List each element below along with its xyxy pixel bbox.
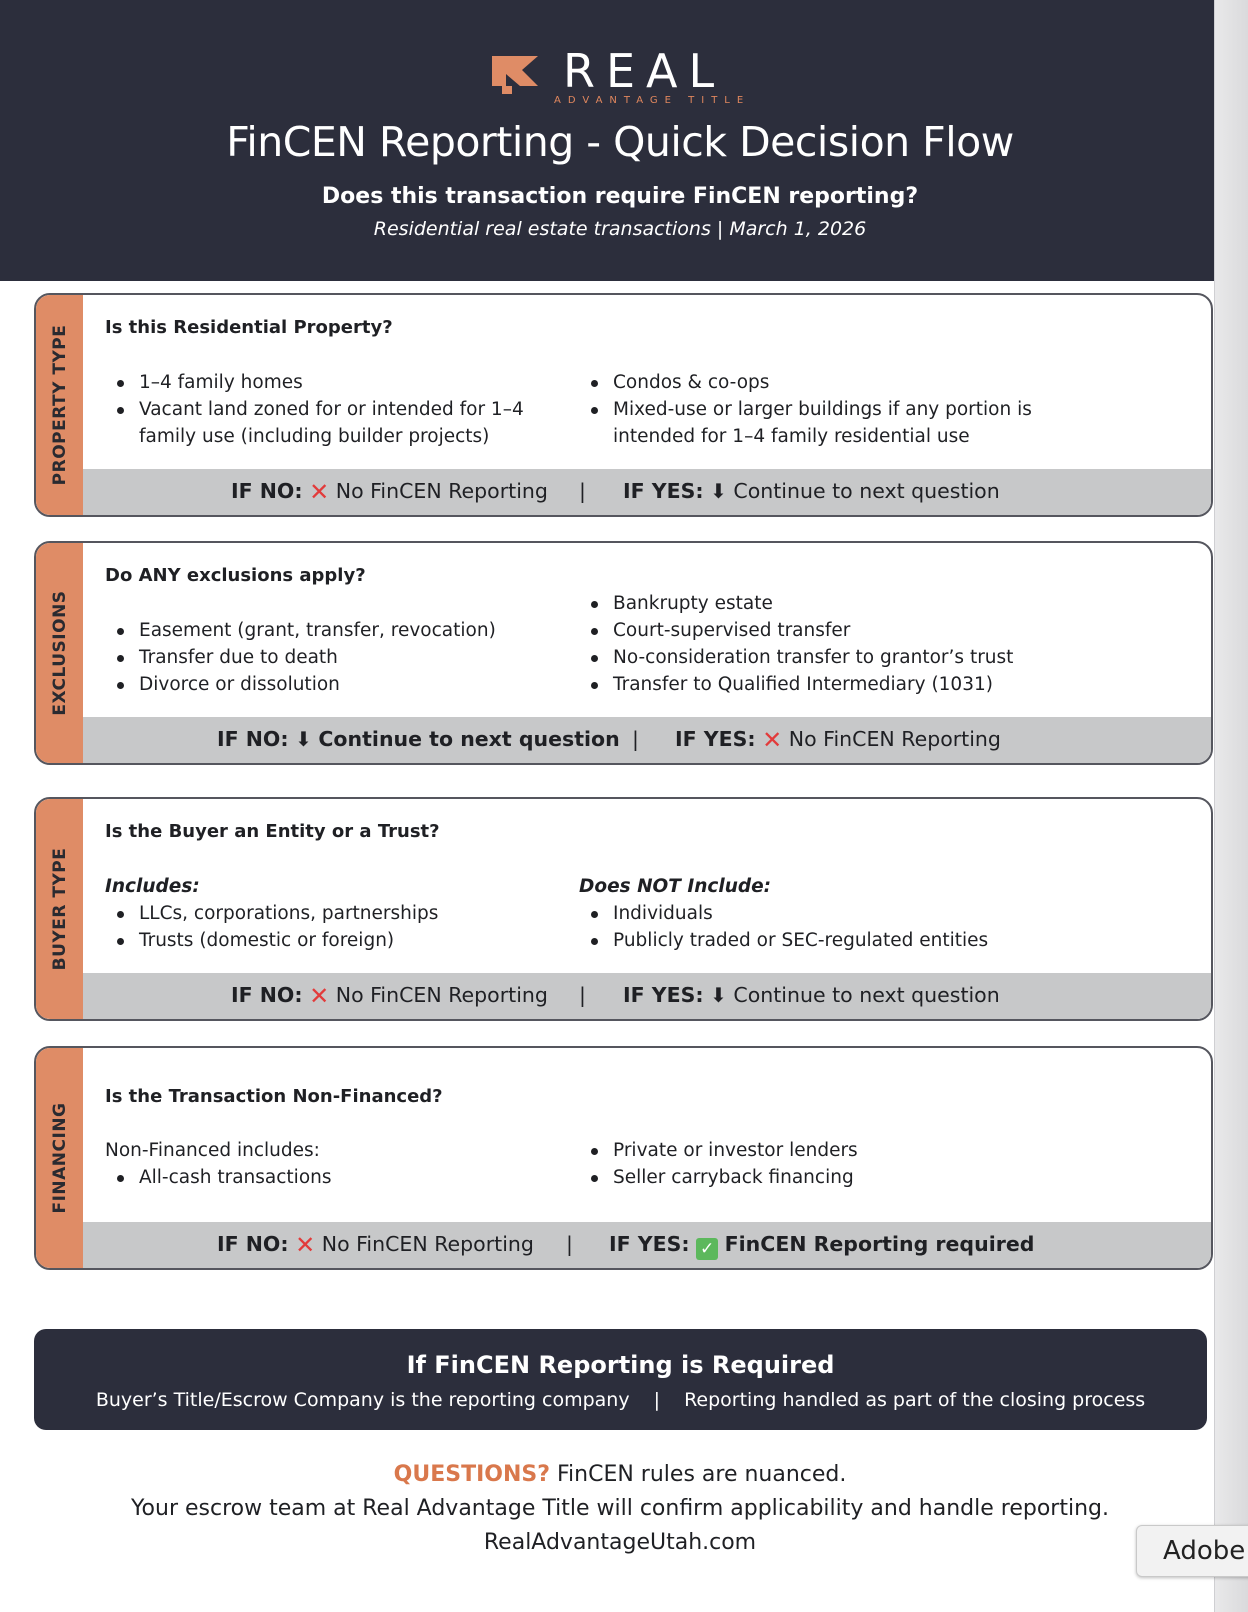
left-column xyxy=(105,873,555,954)
arrow-down-icon: ⬇ xyxy=(295,727,312,751)
if-yes-label: IF YES: xyxy=(623,479,704,503)
if-no-outcome xyxy=(217,1231,534,1259)
header xyxy=(0,0,1214,281)
x-icon: ✕ xyxy=(309,478,330,506)
arrow-down-icon: ⬇ xyxy=(710,983,727,1007)
right-column xyxy=(579,1137,1049,1191)
if-yes-text: No FinCEN Reporting xyxy=(788,727,1001,751)
excludes-heading: Does NOT Include: xyxy=(579,876,772,897)
list-item: Condos & co-ops xyxy=(579,369,1049,396)
separator: | xyxy=(632,727,639,751)
right-column xyxy=(579,590,1049,698)
list-item: Court-supervised transfer xyxy=(579,617,1049,644)
if-no-label: IF NO: xyxy=(231,479,303,503)
if-no-text: No FinCEN Reporting xyxy=(335,479,548,503)
if-no-label: IF NO: xyxy=(231,983,303,1007)
list-item: All-cash transactions xyxy=(105,1164,555,1191)
section-side-tab xyxy=(36,1048,83,1268)
page-edge xyxy=(1214,0,1248,1612)
banner-text xyxy=(34,1389,1207,1411)
list-item: No-consideration transfer to grantor’s trust xyxy=(579,644,1049,671)
banner-separator: | xyxy=(653,1389,661,1411)
includes-heading: Includes: xyxy=(105,876,200,897)
logo-word: REAL xyxy=(563,44,726,98)
section-question: Do ANY exclusions apply? xyxy=(105,565,366,586)
questions-text: FinCEN rules are nuanced. xyxy=(556,1462,847,1487)
questions-label: QUESTIONS? xyxy=(393,1462,550,1487)
if-yes-outcome xyxy=(609,1232,1034,1260)
adobe-button[interactable]: Adobe xyxy=(1136,1525,1248,1577)
page-title: FinCEN Reporting - Quick Decision Flow xyxy=(226,118,1014,166)
section-exclusions xyxy=(34,541,1213,765)
if-no-text: No FinCEN Reporting xyxy=(335,983,548,1007)
if-yes-label: IF YES: xyxy=(675,727,756,751)
section-side-label: PROPERTY TYPE xyxy=(49,324,70,486)
logo-tagline: ADVANTAGE TITLE xyxy=(554,95,751,106)
list-item: Publicly traded or SEC-regulated entities xyxy=(579,927,1049,954)
section-side-label: BUYER TYPE xyxy=(49,847,70,971)
section-question: Is the Transaction Non-Financed? xyxy=(105,1086,443,1107)
if-no-outcome xyxy=(217,727,620,751)
section-side-label: EXCLUSIONS xyxy=(49,590,70,716)
list-item: Mixed-use or larger buildings if any portion is intended for 1–4 family residential use xyxy=(579,396,1049,450)
if-no-text: No FinCEN Reporting xyxy=(321,1232,534,1256)
decision-bar xyxy=(83,717,1211,763)
if-yes-outcome xyxy=(623,983,1000,1007)
section-side-label: FINANCING xyxy=(49,1102,70,1214)
escrow-line: Your escrow team at Real Advantage Title will confirm applicability and handle reporting. xyxy=(131,1496,1109,1521)
x-icon: ✕ xyxy=(295,1231,316,1259)
list-item: LLCs, corporations, partnerships xyxy=(105,900,555,927)
list-item: Divorce or dissolution xyxy=(105,671,555,698)
decision-bar xyxy=(83,973,1211,1019)
check-icon: ✓ xyxy=(696,1238,718,1260)
if-no-outcome xyxy=(231,982,548,1010)
required-banner xyxy=(34,1329,1207,1430)
right-column xyxy=(579,873,1049,954)
list-item: Transfer due to death xyxy=(105,644,555,671)
if-yes-outcome xyxy=(623,479,1000,503)
right-column xyxy=(579,369,1049,450)
section-side-tab xyxy=(36,799,83,1019)
arrow-down-icon: ⬇ xyxy=(710,479,727,503)
list-item: Trusts (domestic or foreign) xyxy=(105,927,555,954)
decision-bar xyxy=(83,1222,1211,1268)
section-side-tab xyxy=(36,543,83,763)
left-column xyxy=(105,617,555,698)
if-no-text: Continue to next question xyxy=(318,727,620,751)
list-item: 1–4 family homes xyxy=(105,369,555,396)
section-question: Is this Residential Property? xyxy=(105,317,393,338)
list-item: Private or investor lenders xyxy=(579,1137,1049,1164)
x-icon: ✕ xyxy=(762,726,783,754)
if-yes-label: IF YES: xyxy=(609,1232,690,1256)
section-side-tab xyxy=(36,295,83,515)
list-item: Seller carryback financing xyxy=(579,1164,1049,1191)
banner-title: If FinCEN Reporting is Required xyxy=(406,1351,835,1379)
header-subtitle: Residential real estate transactions | March 1, 2026 xyxy=(373,218,867,240)
decision-bar xyxy=(83,469,1211,515)
logo-mark-icon xyxy=(492,52,540,96)
if-no-label: IF NO: xyxy=(217,727,289,751)
logo xyxy=(492,44,760,108)
x-icon: ✕ xyxy=(309,982,330,1010)
list-item: Individuals xyxy=(579,900,1049,927)
questions-line xyxy=(0,1462,1240,1487)
non-financed-heading: Non-Financed includes: xyxy=(105,1140,320,1161)
if-yes-outcome xyxy=(675,726,1001,754)
left-column xyxy=(105,369,555,450)
list-item: Bankrupty estate xyxy=(579,590,1049,617)
separator: | xyxy=(579,983,586,1007)
if-yes-label: IF YES: xyxy=(623,983,704,1007)
website-link[interactable]: RealAdvantageUtah.com xyxy=(483,1530,757,1555)
if-no-outcome xyxy=(231,478,548,506)
list-item: Transfer to Qualified Intermediary (1031) xyxy=(579,671,1049,698)
separator: | xyxy=(566,1232,573,1256)
header-question: Does this transaction require FinCEN reporting? xyxy=(321,184,919,209)
banner-right-text: Reporting handled as part of the closing process xyxy=(684,1389,1146,1411)
section-buyer-type xyxy=(34,797,1213,1021)
list-item: Vacant land zoned for or intended for 1–4 family use (including builder projects) xyxy=(105,396,555,450)
if-no-label: IF NO: xyxy=(217,1232,289,1256)
list-item: Easement (grant, transfer, revocation) xyxy=(105,617,555,644)
section-property-type xyxy=(34,293,1213,517)
section-question: Is the Buyer an Entity or a Trust? xyxy=(105,821,440,842)
separator: | xyxy=(579,479,586,503)
if-yes-text: Continue to next question xyxy=(733,983,1000,1007)
left-column xyxy=(105,1137,555,1191)
if-yes-text: Continue to next question xyxy=(733,479,1000,503)
banner-left-text: Buyer’s Title/Escrow Company is the reporting company xyxy=(95,1389,630,1411)
if-yes-text: FinCEN Reporting required xyxy=(724,1232,1035,1256)
section-financing xyxy=(34,1046,1213,1270)
